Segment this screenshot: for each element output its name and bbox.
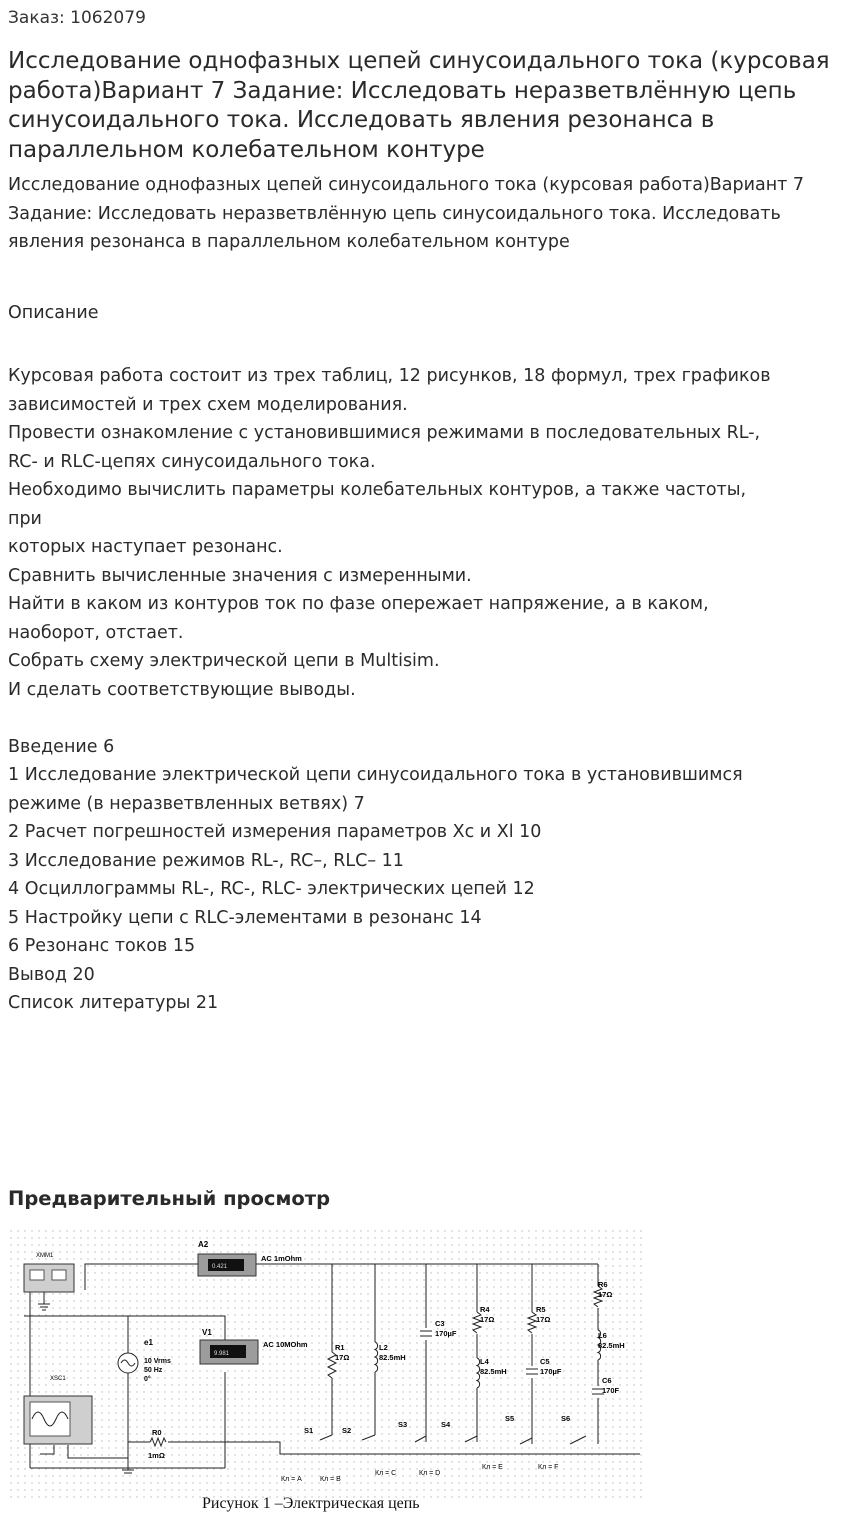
body-line: Провести ознакомление с установившимися режимами в последовательных RL-, bbox=[8, 423, 761, 443]
e1-voltage: 10 Vrms bbox=[144, 1358, 171, 1365]
order-number: Заказ: 1062079 bbox=[8, 8, 146, 28]
s5-label: S5 bbox=[505, 1414, 515, 1423]
r6-value: 17Ω bbox=[598, 1290, 613, 1299]
toc-line: 3 Исследование режимов RL-, RC–, RLC– 11 bbox=[8, 850, 404, 871]
toc-line: 5 Настройку цепи с RLC-элементами в резонанс 14 bbox=[8, 907, 482, 928]
c3-label: C3 bbox=[435, 1319, 445, 1328]
xsc-label: XSC1 bbox=[50, 1376, 66, 1382]
toc-line: Введение 6 bbox=[8, 736, 115, 757]
circuit-diagram bbox=[10, 1230, 642, 1498]
r4-label: R4 bbox=[480, 1305, 490, 1314]
c5-value: 170µF bbox=[540, 1367, 562, 1376]
toc-line: 6 Резонанс токов 15 bbox=[8, 936, 196, 956]
r1-value: 17Ω bbox=[335, 1353, 350, 1362]
key-f-label: Кл = F bbox=[538, 1464, 559, 1471]
body-line: Найти в каком из контуров ток по фазе опережает напряжение, а в каком, bbox=[8, 594, 709, 614]
s6-label: S6 bbox=[561, 1414, 571, 1423]
body-line: зависимостей и трех схем моделирования. bbox=[8, 394, 408, 415]
body-line: Собрать схему электрической цепи в Multisim. bbox=[8, 651, 440, 671]
v1-mode: AC 10MOhm bbox=[263, 1340, 308, 1349]
v1-reading: 9.981 bbox=[214, 1351, 230, 1357]
body-line-blank bbox=[8, 704, 843, 733]
key-a-label: Кл = A bbox=[281, 1476, 302, 1483]
body-line: наоборот, отстает. bbox=[8, 622, 184, 643]
l6-label: L6 bbox=[598, 1331, 607, 1340]
page-subtitle: Исследование однофазных цепей синусоидального тока (курсовая работа)Вариант 7 Задание: Исследовать неразветвлённую цепь синусоидального тока. Исследовать явления резонанса в параллельном колебательном контуре bbox=[8, 175, 805, 252]
key-d-label: Кл = D bbox=[419, 1470, 441, 1477]
toc-line: режиме (в неразветвленных ветвях) 7 bbox=[8, 793, 365, 814]
r4-value: 17Ω bbox=[480, 1315, 495, 1324]
toc-line: 1 Исследование электрической цепи синусоидального тока в установившимся bbox=[8, 765, 743, 785]
c6-value: 170F bbox=[602, 1386, 620, 1395]
body-line: Необходимо вычислить параметры колебательных контуров, а также частоты, bbox=[8, 480, 747, 500]
r1-label: R1 bbox=[335, 1343, 345, 1352]
r6-label: R6 bbox=[598, 1280, 608, 1289]
e1-frequency: 50 Hz bbox=[144, 1367, 163, 1374]
a2-reading: 0.421 bbox=[212, 1264, 228, 1270]
l2-label: L2 bbox=[379, 1343, 388, 1352]
key-c-label: Кл = C bbox=[375, 1470, 397, 1477]
body-line: которых наступает резонанс. bbox=[8, 537, 283, 557]
toc-line: Список литературы 21 bbox=[8, 993, 219, 1013]
circuit-figure bbox=[10, 1230, 642, 1498]
c5-label: C5 bbox=[540, 1357, 550, 1366]
a2-label: A2 bbox=[198, 1240, 209, 1249]
toc-line: 2 Расчет погрешностей измерения параметров Xc и Xl 10 bbox=[8, 822, 542, 842]
page-title: Исследование однофазных цепей синусоидального тока (курсовая работа)Вариант 7 Задание: Исследовать неразветвлённую цепь синусоидального тока. Исследовать явления резонанса в параллельном колебательном контуре bbox=[8, 48, 830, 163]
s1-label: S1 bbox=[304, 1426, 314, 1435]
c3-value: 170µF bbox=[435, 1329, 457, 1338]
l4-label: L4 bbox=[480, 1357, 489, 1366]
a2-mode: AC 1mOhm bbox=[261, 1254, 302, 1263]
preview-heading: Предварительный просмотр bbox=[8, 1187, 331, 1210]
body-line: при bbox=[8, 508, 42, 529]
l2-value: 82.5mH bbox=[379, 1353, 406, 1362]
l4-value: 82.5mH bbox=[480, 1367, 507, 1376]
s2-label: S2 bbox=[342, 1426, 352, 1435]
r5-label: R5 bbox=[536, 1305, 546, 1314]
v1-label: V1 bbox=[202, 1328, 212, 1337]
xmm-label: XMM1 bbox=[36, 1253, 54, 1259]
r0-label: R0 bbox=[152, 1428, 162, 1437]
key-e-label: Кл = E bbox=[482, 1464, 503, 1471]
description-label: Описание bbox=[8, 303, 99, 323]
figure-caption: Рисунок 1 –Электрическая цепь bbox=[202, 1495, 420, 1512]
c6-label: C6 bbox=[602, 1376, 612, 1385]
toc-line: Вывод 20 bbox=[8, 964, 95, 985]
s4-label: S4 bbox=[441, 1420, 451, 1429]
e1-phase: 0° bbox=[144, 1376, 151, 1383]
toc-line: 4 Осциллограммы RL-, RC-, RLC- электрических цепей 12 bbox=[8, 879, 535, 899]
body-line: И сделать соответствующие выводы. bbox=[8, 679, 356, 700]
body-line: RC- и RLC-цепях синусоидального тока. bbox=[8, 451, 376, 472]
l6-value: 82.5mH bbox=[598, 1341, 625, 1350]
s3-label: S3 bbox=[398, 1420, 408, 1429]
body-line: Сравнить вычисленные значения с измеренными. bbox=[8, 565, 472, 586]
r5-value: 17Ω bbox=[536, 1315, 551, 1324]
r0-value: 1mΩ bbox=[148, 1451, 165, 1460]
e1-label: e1 bbox=[144, 1338, 153, 1347]
body-line: Курсовая работа состоит из трех таблиц, 12 рисунков, 18 формул, трех графиков bbox=[8, 366, 771, 386]
description-body bbox=[8, 362, 843, 1018]
key-b-label: Кл = B bbox=[320, 1476, 341, 1483]
